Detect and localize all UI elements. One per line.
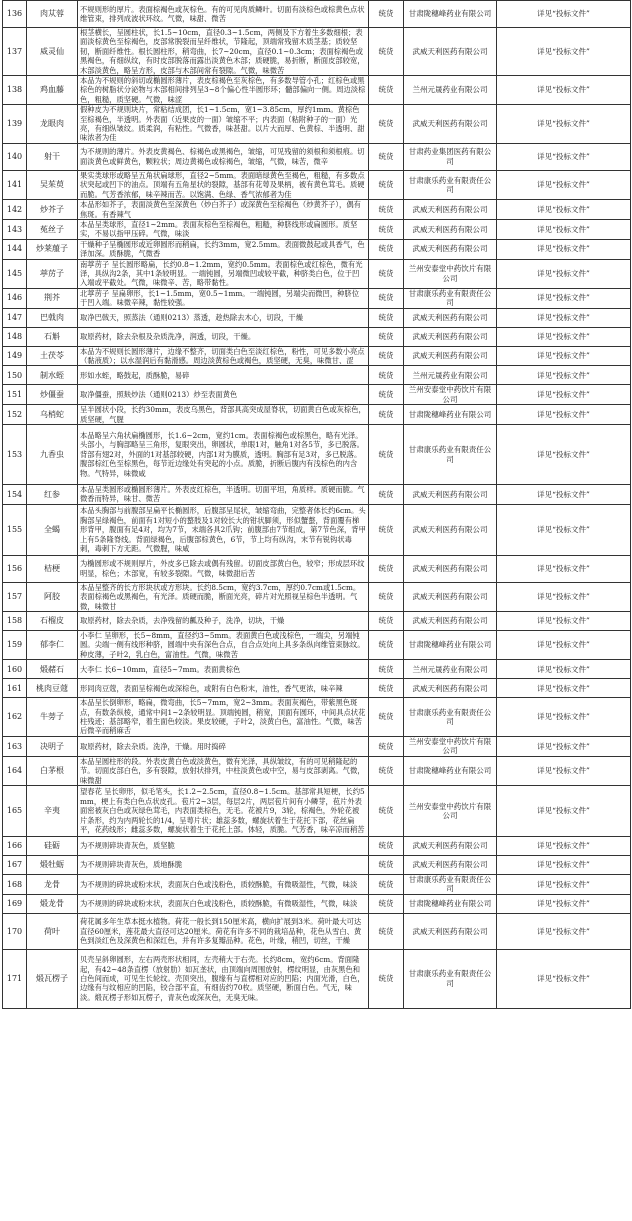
table-row [3,698,631,737]
description: 呈半圆状小段，长约30mm，表皮乌黑色，背部具高突成屋脊状，切面黄白色或灰棕色，质坚硬，气腥 [78,405,369,425]
description: 贝壳呈斜卵圆形，左右两壳形状相同，左壳稍大于右壳。长约8cm，宽约6cm。背面隆起，有42~48条直楞（放射肋）如瓦垄状，由顶端向周围放射，楞纹明显，由灰黑色和白色间而成，可见生长轮纹。壳顶突出，腹缘有与直楞相对应的凹陷；内面光滑，白色，边缘有与纹相应的凹陷，铰合部平直，有细齿约70枚。质坚硬，断面白色。气无，味淡。煅瓦楞子形如瓦楞子，青灰色或深灰色，无臭无味。 [78,949,369,1008]
table-body [3,1,631,1009]
supplier: 甘肃康乐药业有限责任公司 [404,698,497,737]
herb-name: 葶苈子 [27,259,78,288]
herb-name: 煅龙骨 [27,894,78,913]
supplier: 甘肃康乐药业有限责任公司 [404,874,497,894]
grade: 统货 [369,949,404,1008]
grade: 统货 [369,756,404,785]
row-number: 153 [3,425,27,485]
grade: 统货 [369,259,404,288]
herb-name: 制水蛭 [27,366,78,385]
row-number: 145 [3,259,27,288]
grade: 统货 [369,170,404,199]
supplier: 甘肃康乐药业有限责任公司 [404,170,497,199]
note: 详见“投标文件” [497,200,631,220]
row-number: 146 [3,288,27,308]
grade: 统货 [369,327,404,346]
note: 详见“投标文件” [497,855,631,874]
herb-name: 煅瓦楞子 [27,949,78,1008]
herb-name: 九香虫 [27,425,78,485]
row-number: 168 [3,874,27,894]
note: 详见“投标文件” [497,239,631,259]
description: 本品呈圆柱形的段。外表皮黄白色或淡黄色，微有光泽，具纵皱纹，有的可见稍隆起的节。切面皮部白色，多有裂隙，放射状排列，中柱淡黄色或中空，易与皮部剥离。气微，味微甜 [78,756,369,785]
table-row [3,385,631,405]
grade: 统货 [369,913,404,949]
supplier: 甘肃康乐药业有限责任公司 [404,949,497,1008]
table-row [3,582,631,611]
note: 详见“投标文件” [497,1,631,28]
note: 详见“投标文件” [497,425,631,485]
note: 详见“投标文件” [497,504,631,555]
table-row [3,143,631,170]
description: 本品略呈六角状扁椭圆形，长1.6~2cm，宽约1cm。表面棕褐色或棕黑色，略有光泽。头部小，与胸部略呈三角形，复眼突出，卵圆状，单眼1对，触角1对各5节，多已脱落。背部有翅2对，外面的1对基部较硬，内部1对为膜质，透明。胸部有足3对，多已脱落。腹部棕红色至棕黑色，每节近边缘处有突起的小点。质脆，折断后腹内有浅棕色的内含物。气特异，味微咸 [78,425,369,485]
grade: 统货 [369,76,404,105]
table-row [3,327,631,346]
grade: 统货 [369,28,404,76]
herb-name: 辛夷 [27,785,78,836]
herb-name: 煅赭石 [27,660,78,679]
table-row [3,105,631,144]
supplier: 武威天利医药有限公司 [404,327,497,346]
supplier: 武威天利医药有限公司 [404,913,497,949]
row-number: 167 [3,855,27,874]
table-row [3,346,631,366]
note: 详见“投标文件” [497,485,631,505]
supplier: 武威天利医药有限公司 [404,346,497,366]
grade: 统货 [369,288,404,308]
herb-name: 菟丝子 [27,219,78,239]
herb-name: 桃肉豆蔻 [27,679,78,698]
note: 详见“投标文件” [497,143,631,170]
note: 详见“投标文件” [497,631,631,660]
herb-name: 决明子 [27,736,78,756]
herb-name: 牛蒡子 [27,698,78,737]
supplier: 武威天利医药有限公司 [404,28,497,76]
note: 详见“投标文件” [497,660,631,679]
note: 详见“投标文件” [497,913,631,949]
note: 详见“投标文件” [497,385,631,405]
table-row [3,555,631,582]
grade: 统货 [369,346,404,366]
supplier: 武威天利医药有限公司 [404,308,497,327]
supplier: 武威天利医药有限公司 [404,219,497,239]
herb-name: 硅砺 [27,836,78,855]
table-row [3,200,631,220]
note: 详见“投标文件” [497,327,631,346]
row-number: 163 [3,736,27,756]
row-number: 149 [3,346,27,366]
supplier: 甘肃陇穗峰药业有限公司 [404,405,497,425]
description: 荷花属多年生草本挺水植物。荷花一般长到150厘米高，横向扩展到3米。荷叶最大可达直径60厘米，莲花最大直径可达20厘米。荷花有许多不同的栽培品种，花色从雪白、黄色到淡红色及深黄色和深红色，并有许多复瓣品种。花色，叶缘，稍凹，切丝，干燥 [78,913,369,949]
grade: 统货 [369,219,404,239]
herb-name: 巴戟肉 [27,308,78,327]
table-row [3,425,631,485]
note: 详见“投标文件” [497,105,631,144]
supplier: 兰州元晟药业有限公司 [404,366,497,385]
grade: 统货 [369,785,404,836]
herb-name: 肉苁蓉 [27,1,78,28]
supplier: 武威天利医药有限公司 [404,555,497,582]
supplier: 武威天利医药有限公司 [404,105,497,144]
note: 详见“投标文件” [497,679,631,698]
grade: 统货 [369,698,404,737]
table-row [3,259,631,288]
note: 详见“投标文件” [497,894,631,913]
supplier: 兰州安泰堂中药饮片有限公司 [404,259,497,288]
description: 北葶苈子 呈扁卵形，长1~1.5mm，宽0.5~1mm。一端钝圆，另端尖而微凹，种脐位于凹入端。味微辛辣，黏性较强。 [78,288,369,308]
grade: 统货 [369,485,404,505]
description: 干燥种子呈椭圆形或近卵圆形而稍扁，长约3mm，宽2.5mm。表面微鼓起或具香气，色泽加深。质酥脆，气微香 [78,239,369,259]
description: 取净僵蚕，照麸炒法（通则0213）炒至表面黄色 [78,385,369,405]
note: 详见“投标文件” [497,555,631,582]
herb-name: 白茅根 [27,756,78,785]
herb-name: 郁李仁 [27,631,78,660]
table-row [3,1,631,28]
table-row [3,756,631,785]
grade: 统货 [369,555,404,582]
description: 假种皮为不规则块片，常粘结成团，长1~1.5cm，宽1~3.85cm，厚约1mm。黄棕色至棕褐色，半透明。外表面（近果皮的一面）皱缩不平；内表面（粘附种子的一面）光亮，有细纵皱纹。质柔润，有粘性。气微香，味甚甜。以片大而厚、色黄棕、半透明、甜味浓者为佳 [78,105,369,144]
note: 详见“投标文件” [497,308,631,327]
herb-name: 红参 [27,485,78,505]
supplier: 兰州元晟药业有限公司 [404,660,497,679]
row-number: 143 [3,219,27,239]
note: 详见“投标文件” [497,219,631,239]
row-number: 161 [3,679,27,698]
grade: 统货 [369,143,404,170]
description: 本品头胸部与前腹部呈扁平长椭圆形，后腹部呈尾状，皱缩弯曲，完整者体长约6cm。头胸部呈绿褐色，前面有1对短小的螯肢及1对较长大的钳状脚须，形似蟹螯，背面覆有梯形背甲，腹面有足4对，均为7节，末端各具2爪钩；前腹部由7节组成，第7节色深，背甲上有5条隆脊线。背面绿褐色，后腹部棕黄色，6节，节上均有纵沟，末节有锐钩状毒刺，毒刺下方无距。气微腥，味咸 [78,504,369,555]
herb-name: 射干 [27,143,78,170]
row-number: 162 [3,698,27,737]
row-number: 152 [3,405,27,425]
row-number: 150 [3,366,27,385]
row-number: 136 [3,1,27,28]
herb-name: 土茯苓 [27,346,78,366]
row-number: 169 [3,894,27,913]
herb-name: 吴茱萸 [27,170,78,199]
description: 为不规则的碎块或粉末状，表面灰白色或浅粉色，质较酥脆，有微吸湿性，气微，味淡 [78,874,369,894]
grade: 统货 [369,366,404,385]
table-row [3,504,631,555]
note: 详见“投标文件” [497,612,631,631]
grade: 统货 [369,582,404,611]
table-row [3,170,631,199]
note: 详见“投标文件” [497,366,631,385]
table-row [3,76,631,105]
description: 为不规则碎块青灰色，质坚脆 [78,836,369,855]
supplier: 甘肃陇穗峰药业有限公司 [404,894,497,913]
note: 详见“投标文件” [497,76,631,105]
note: 详见“投标文件” [497,288,631,308]
herb-name: 石斛 [27,327,78,346]
row-number: 170 [3,913,27,949]
supplier: 甘肃药业集团医药有限公司 [404,143,497,170]
description: 为椭圆形或不规则厚片，外皮多已除去或偶有残留。切面皮部黄白色，较窄；形成层环纹明显，棕色；木部宽，有较多裂隙。气微，味微甜后苦 [78,555,369,582]
herb-name: 荆芥 [27,288,78,308]
row-number: 144 [3,239,27,259]
row-number: 140 [3,143,27,170]
description: 不规则形的厚片。表面棕褐色或灰棕色。有的可见肉质鳞叶。切面有淡棕色或棕黄色点状维管束，排列成波状环纹。气微，味甜、微苦 [78,1,369,28]
supplier: 武威天利医药有限公司 [404,200,497,220]
description: 形同肉豆蔻，表面呈棕褐色或深棕色，或附有白色粉末，油性，香气更浓，味辛辣 [78,679,369,698]
row-number: 156 [3,555,27,582]
herb-name: 乌梢蛇 [27,405,78,425]
herb-name: 炒芥子 [27,200,78,220]
herb-name: 全蝎 [27,504,78,555]
table-row [3,679,631,698]
row-number: 138 [3,76,27,105]
description: 本品为不规则的斜切或椭圆形薄片，表皮棕褐色至灰棕色，有多数导管小孔；红棕色或黑棕色的树脂状分泌物与木部相间排列呈3~8个偏心性半圆形环；髓部偏向一侧。周边淡棕色，粗糙，质坚硬。气微，味涩 [78,76,369,105]
description: 本品呈长倒卵形，略扁，微弯曲，长5~7mm，宽2~3mm。表面灰褐色，带紫黑色斑点，有数条纵棱，通常中间1~2条较明显。顶端钝圆，稍宽，顶面有圆环，中间具点状花柱残迹；基部略窄，着生面色较淡。果皮较硬，子叶2，淡黄白色，富油性。气微，味苦后微辛而稍麻舌 [78,698,369,737]
table-row [3,660,631,679]
grade: 统货 [369,874,404,894]
herb-name: 鸡血藤 [27,76,78,105]
grade: 统货 [369,405,404,425]
herb-name: 桔梗 [27,555,78,582]
grade: 统货 [369,105,404,144]
grade: 统货 [369,894,404,913]
note: 详见“投标文件” [497,259,631,288]
row-number: 160 [3,660,27,679]
description: 南葶苈子 呈长圆形略扁，长约0.8~1.2mm，宽约0.5mm。表面棕色或红棕色，微有光泽，具纵沟2条，其中1条较明显。一端钝圆，另端微凹或较平截，种脐类白色，位于凹入端或平截处。气微，味微辛、苦，略带黏性。 [78,259,369,288]
table-row [3,366,631,385]
supplier: 武威天利医药有限公司 [404,679,497,698]
grade: 统货 [369,425,404,485]
description: 果实类球形或略呈五角状扁球形，直径2~5mm。表面暗绿黄色至褐色，粗糙，有多数点状突起或凹下的油点。顶端有五角星状的裂隙，基部有花萼及果柄，被有黄色茸毛。质硬而脆。气芳香浓郁，味辛辣而苦。以饱满、色绿、香气浓郁者为佳 [78,170,369,199]
grade: 统货 [369,308,404,327]
row-number: 157 [3,582,27,611]
grade: 统货 [369,239,404,259]
note: 详见“投标文件” [497,874,631,894]
note: 详见“投标文件” [497,346,631,366]
herb-name: 龙眼肉 [27,105,78,144]
description: 根茎横长，呈圆柱状，长1.5~10cm，直径0.3~1.5cm，两侧及下方着生多数细根；表面淡棕黄色至棕褐色，皮部常脱裂而呈纤维状，节隆起，顶端常残留木质茎基；质较坚韧，断面纤维性。根长圆柱形，稍弯曲，长7~20cm，直径0.1~0.3cm；表面棕褐色或黑褐色，有细纵纹，有时皮部脱落而露出淡黄色木部；质硬脆，易折断，断面皮部较宽，木部淡黄色，略呈方形，皮部与木部间常有裂隙。气微，味微苦 [78,28,369,76]
row-number: 171 [3,949,27,1008]
note: 详见“投标文件” [497,698,631,737]
table-row [3,874,631,894]
row-number: 154 [3,485,27,505]
grade: 统货 [369,504,404,555]
description: 小李仁 呈卵形，长5~8mm，直径约3~5mm。表面黄白色或浅棕色，一端尖，另端钝圆。尖端一侧有线形种脐，圆端中央有深色合点，自合点处向上具多条纵向维管束脉纹。种皮薄，子叶2，乳白色，富油性。气微，味微苦 [78,631,369,660]
description: 为不规则碎块青灰色，质地酥脆 [78,855,369,874]
supplier: 武威天利医药有限公司 [404,836,497,855]
row-number: 165 [3,785,27,836]
description: 取原药材，除去杂质。洗净，干燥。用时捣碎 [78,736,369,756]
description: 取原药材，除去杂根及杂质洗净，润透，切段，干燥。 [78,327,369,346]
row-number: 164 [3,756,27,785]
note: 详见“投标文件” [497,170,631,199]
table-row [3,288,631,308]
row-number: 159 [3,631,27,660]
note: 详见“投标文件” [497,28,631,76]
grade: 统货 [369,612,404,631]
supplier: 武威天利医药有限公司 [404,504,497,555]
supplier: 兰州安泰堂中药饮片有限公司 [404,785,497,836]
supplier: 兰州安泰堂中药饮片有限公司 [404,736,497,756]
table-row [3,855,631,874]
note: 详见“投标文件” [497,736,631,756]
row-number: 141 [3,170,27,199]
table-row [3,405,631,425]
supplier: 武威天利医药有限公司 [404,582,497,611]
table-row [3,28,631,76]
note: 详见“投标文件” [497,836,631,855]
table-row [3,894,631,913]
description: 本品呈类圆形或椭圆形薄片。外表皮红棕色，半透明。切面平坦，角质样。质硬而脆。气微香而特异，味甘、微苦 [78,485,369,505]
table-row [3,219,631,239]
herb-spec-table [2,0,631,1009]
description: 为不规则的碎块或粉末状，表面灰白色或浅粉色，质较酥脆，有微吸湿性，气微，味淡 [78,894,369,913]
table-row [3,836,631,855]
grade: 统货 [369,660,404,679]
note: 详见“投标文件” [497,405,631,425]
description: 取原药材，除去杂质，去净残留的瓤及种子，洗净，切块，干燥 [78,612,369,631]
description: 为不规则的薄片。外表皮黄褐色、棕褐色或黑褐色，皱缩，可见残留的须根和须根痕。切面淡黄色或鲜黄色，颗粒状；周边黄褐色或棕褐色，皱缩，气微，味苦，微辛 [78,143,369,170]
description: 本品为不规则长圆形薄片，边缘不整齐，切面类白色至淡红棕色，粉性，可见多数小亮点（黏液质）；以水湿润后有黏滑感。周边淡黄棕色或褐色，质坚硬，无臭，味微甘、涩 [78,346,369,366]
description: 取净巴戟天，照蒸法（通则0213）蒸透，趁热除去木心，切段，干燥 [78,308,369,327]
description: 本品呈类球形，直径1~2mm。表面灰棕色至棕褐色，粗糙，种脐线形或扁圆形。质坚实，不易以指甲压碎。气微，味淡 [78,219,369,239]
herb-name: 龙骨 [27,874,78,894]
table-row [3,239,631,259]
herb-name: 威灵仙 [27,28,78,76]
table-row [3,913,631,949]
supplier: 甘肃陇穗峰药业有限公司 [404,1,497,28]
supplier: 武威天利医药有限公司 [404,612,497,631]
note: 详见“投标文件” [497,785,631,836]
row-number: 139 [3,105,27,144]
table-row [3,949,631,1008]
table-row [3,308,631,327]
grade: 统货 [369,836,404,855]
supplier: 武威天利医药有限公司 [404,485,497,505]
row-number: 148 [3,327,27,346]
row-number: 158 [3,612,27,631]
supplier: 甘肃康乐药业有限责任公司 [404,288,497,308]
row-number: 166 [3,836,27,855]
grade: 统货 [369,736,404,756]
table-row [3,785,631,836]
grade: 统货 [369,385,404,405]
grade: 统货 [369,679,404,698]
row-number: 147 [3,308,27,327]
supplier: 甘肃陇穗峰药业有限公司 [404,631,497,660]
supplier: 兰州安泰堂中药饮片有限公司 [404,385,497,405]
supplier: 甘肃康乐药业有限责任公司 [404,425,497,485]
row-number: 155 [3,504,27,555]
row-number: 151 [3,385,27,405]
grade: 统货 [369,631,404,660]
herb-name: 石榴皮 [27,612,78,631]
row-number: 137 [3,28,27,76]
grade: 统货 [369,1,404,28]
herb-name: 炒僵蚕 [27,385,78,405]
supplier: 甘肃陇穗峰药业有限公司 [404,756,497,785]
description: 大李仁 长6~10mm，直径5~7mm。表面黄棕色 [78,660,369,679]
note: 详见“投标文件” [497,582,631,611]
table-row [3,612,631,631]
supplier: 武威天利医药有限公司 [404,239,497,259]
description: 本品呈整齐的长方形块状或方形块。长约8.5cm，宽约3.7cm，厚约0.7cm或1.5cm。表面棕褐色或黑褐色，有光泽。质硬而脆，断面光亮，碎片对光照视呈棕色半透明。气微，味微甘 [78,582,369,611]
herb-name: 煅牡蛎 [27,855,78,874]
table-row [3,631,631,660]
herb-name: 荷叶 [27,913,78,949]
supplier: 武威天利医药有限公司 [404,855,497,874]
note: 详见“投标文件” [497,756,631,785]
herb-name: 阿胶 [27,582,78,611]
description: 形如水蛭，略鼓起，质酥脆，易碎 [78,366,369,385]
row-number: 142 [3,200,27,220]
note: 详见“投标文件” [497,949,631,1008]
grade: 统货 [369,855,404,874]
herb-name: 炒莱菔子 [27,239,78,259]
supplier: 兰州元晟药业有限公司 [404,76,497,105]
table-row [3,485,631,505]
grade: 统货 [369,200,404,220]
table-row [3,736,631,756]
description: 本品形如芥子，表面淡黄色至深黄色（炒白芥子）或深黄色至棕褐色（炒黄芥子），偶有焦斑。有香辣气 [78,200,369,220]
description: 望春花 呈长卵形，似毛笔头，长1.2~2.5cm，直径0.8~1.5cm。基部常具短梗，长约5mm，梗上有类白色点状皮孔。苞片2~3层，每层2片，两层苞片间有小鳞芽，苞片外表面密被灰白色或灰绿色茸毛，内表面类棕色，无毛。花被片9，3轮，棕褐色，外轮花被片条形，约为内两轮长的1/4，呈萼片状；雄蕊多数，螺旋状着生于花托下部，花丝扁平，花药线形；雌蕊多数，螺旋状着生于花托上部。体轻，质脆。气芳香，味辛凉而稍苦 [78,785,369,836]
